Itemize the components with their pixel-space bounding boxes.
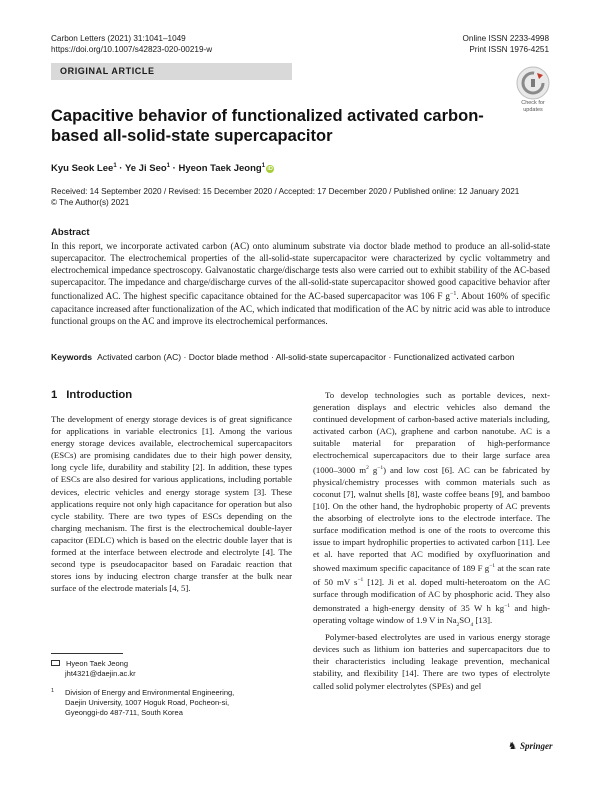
journal-reference xyxy=(51,33,212,55)
publisher-logo xyxy=(508,741,552,752)
paper-title: Capacitive behavior of functionalized activated carbon-based all-solid-state supercapacitor xyxy=(51,107,484,145)
author-separator: · xyxy=(116,163,125,175)
journal-citation: Carbon Letters (2021) 31:1041–1049 xyxy=(51,34,186,43)
corresponding-author xyxy=(51,659,128,669)
author-name[interactable]: Ye Ji Seo xyxy=(124,163,167,175)
author-name[interactable]: Kyu Seok Lee xyxy=(51,163,114,175)
author-list xyxy=(51,160,274,175)
paragraph: The development of energy storage devices is of great significance for applications in variable electronics [1]. Among the various energy storage devices available, electrochemical supercapacitors (ESCs) are promising candidates due to their high power density, long cycle life, durability and stability [2]. In addition, these types of ESCs are also desired for various applications, including portable devices, electric vehicles and energy storage system [3]. These applications require not only high capacitance for operation but also cycle stability. There are two types of ESCs depending on the charging mechanism. The first is the electrochemical double-layer capacitor (EDLC) which is based on the electric double layer that is formed at the interface between electrode and electrolyte [4]. The second type is pseudocapacitor based on Faradaic reaction that stores ions by inducing electron charge transfer at the bulk near surface of the electrode materials [4, 5]. xyxy=(51,414,292,594)
affiliation-marker: 1 xyxy=(166,163,171,169)
abstract-heading: Abstract xyxy=(51,227,90,238)
right-column-text xyxy=(313,389,550,692)
left-column-text xyxy=(51,413,292,594)
check-for-updates-icon[interactable] xyxy=(516,66,550,100)
publisher-name: Springer xyxy=(519,741,553,751)
paragraph: To develop technologies such as portable devices, next-generation displays and electric vehicles also demand the continued development of carbon-based active materials including, activated carbon (AC), graphene and carbon nanotube. AC is a suitable material for preparation of high-performance electrochemical supercapacitors due to their large surface area (1000–3000 $m^2$ $g^{-1}$) and low cost [6]. AC can be fabricated by physical/chemistry processes with common materials such as coconut [7], walnut shells [8], waste coffee beans [9], and bamboo [10]. On the other hand, the hydrophobic property of AC prevents the absorbing of electrolyte ions to the electrode interface. The surface modification method is one of the roots to overcome this issue to impart hydrophilic properties to activated carbon [11]. Lee et al. have reported that AC modified by oxyfluorination and showed maximum specific capacitance of 189 F $g^{-1}$ at the scan rate of 50 mV $s^{-1}$ [12]. Ji et al. doped multi-heteroatom on the AC surface through modification of AC by phosphoric acid. They also demonstrated a high-energy density of 35 W h $kg^{-1}$ and high-operating voltage window of 1.9 V in $Na_2SO_4$ [13]. xyxy=(313,390,550,629)
author-name[interactable]: Hyeon Taek Jeong xyxy=(178,163,262,175)
corresponding-email[interactable]: jht4321@daejin.ac.kr xyxy=(65,669,136,678)
author-separator: · xyxy=(170,163,179,175)
keywords-line xyxy=(51,352,550,363)
springer-horse-icon: ♞ xyxy=(508,741,517,752)
section-heading-introduction xyxy=(51,389,132,401)
affiliation-number: 1 xyxy=(51,688,55,694)
history-dates: Received: 14 September 2020 / Revised: 15 December 2020 / Accepted: 17 December 2020 / Published online: 12 January 2021 xyxy=(51,187,520,196)
check-for-updates-label[interactable]: Check for updates xyxy=(521,100,545,113)
keywords-list: Activated carbon (AC) · Doctor blade method · All-solid-state supercapacitor · Functionalized activated carbon xyxy=(97,352,515,362)
issn-print: Print ISSN 1976-4251 xyxy=(469,45,549,54)
section-title: Introduction xyxy=(66,389,133,401)
issn-block xyxy=(463,33,549,55)
abstract-body: In this report, we incorporate activated carbon (AC) onto aluminum substrate via doctor blade method to produce an all-solid-state supercapacitor. The electrochemical properties of the all-solid-state supercapacitor were characterized by cyclic voltammetry and electrochemical impedance spectroscopy. Galvanostatic charge/discharge tests also were carried out to exhibit stability of the AC-based supercapacitor. The impedance and charge/discharge curves of the all-solid-state supercapacitor showed good capacitive behavior after functionalized AC. The highest specific capacitance obtained for the AC-based supercapacitor was 106 F $g^{-1}$. About 160% of specific capacitance increased after functionalization of the AC, which indicated that modification of the AC by nitric acid was able to introduce functional groups on the AC and improve its electrochemical performances. xyxy=(51,241,550,326)
keywords-label: Keywords xyxy=(51,352,93,362)
doi-link[interactable]: https://doi.org/10.1007/s42823-020-00219-w xyxy=(51,45,213,54)
affiliation-marker: 1 xyxy=(113,163,117,169)
footnote-divider xyxy=(51,653,123,654)
affiliation-marker: 1 xyxy=(261,163,266,169)
affiliation: Division of Energy and Environmental Engineering, Daejin University, 1007 Hoguk Road, Pocheon-si, Gyeonggi-do 487-711, South Korea xyxy=(65,688,235,717)
article-type-banner: ORIGINAL ARTICLE xyxy=(51,63,292,80)
paragraph: Polymer-based electrolytes are used in various energy storage devices such as lithium ion batteries and supercapacitors due to their characteristics including leakage prevention, mechanical stability, and flexibility [14]. There are two types of electrolyte called solid polymer electrolytes (SPEs) and gel xyxy=(313,632,550,691)
corresponding-author-name: Hyeon Taek Jeong xyxy=(66,659,128,668)
publication-dates xyxy=(51,187,519,208)
envelope-icon xyxy=(51,660,60,666)
issn-online: Online ISSN 2233-4998 xyxy=(462,34,549,43)
section-number: 1 xyxy=(51,389,58,401)
copyright-line: © The Author(s) 2021 xyxy=(51,197,130,207)
orcid-icon[interactable]: iD xyxy=(267,166,273,173)
